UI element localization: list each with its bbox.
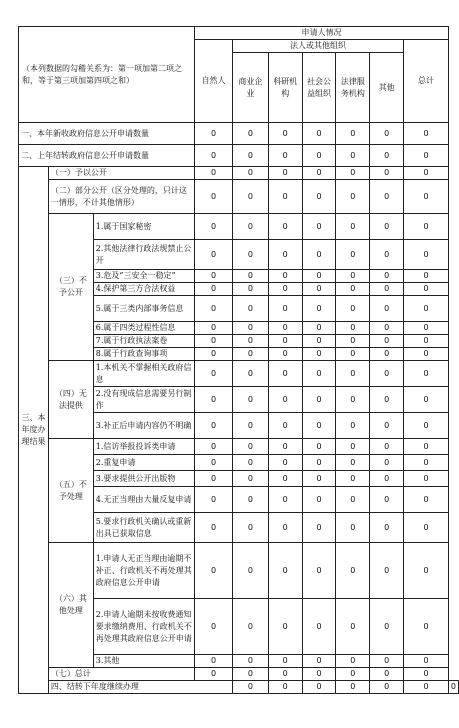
value-cell: 0 [268,322,302,335]
item-label: 7.属于行政执法案卷 [93,335,194,348]
item-label: 2.其他法律行政法规禁止公开 [93,240,194,270]
value-cell: 0 [404,487,449,513]
item-label: 3.危及“三安全一稳定” [93,270,194,283]
value-cell: 0 [336,599,370,655]
value-cell: 0 [370,361,404,387]
value-cell: 0 [268,599,302,655]
value-cell: 0 [448,681,458,694]
value-cell: 0 [232,487,268,513]
value-cell: 0 [404,413,449,439]
value-cell: 0 [302,335,336,348]
value-cell: 0 [336,322,370,335]
value-cell: 0 [232,167,268,180]
group-label-g1: （一）予以公开 [48,167,194,180]
value-cell: 0 [336,167,370,180]
item-label: 2.没有现成信息需要另行制作 [93,387,194,413]
value-cell: 0 [404,361,449,387]
value-cell: 0 [302,348,336,361]
header-natural: 自然人 [195,40,233,123]
value-cell: 0 [370,145,404,167]
value-cell: 0 [370,283,404,296]
row-label-new-apps: 一、本年新收政府信息公开申请数量 [19,123,195,145]
value-cell: 0 [302,123,336,145]
value-cell: 0 [404,455,449,471]
value-cell: 0 [370,123,404,145]
value-cell: 0 [195,214,233,240]
value-cell: 0 [404,296,449,322]
value-cell: 0 [302,322,336,335]
value-cell: 0 [370,387,404,413]
header-social: 社会公益组织 [302,53,336,123]
value-cell: 0 [195,487,233,513]
value-cell: 0 [302,296,336,322]
value-cell: 0 [370,439,404,455]
value-cell: 0 [370,167,404,180]
value-cell: 0 [404,543,449,599]
value-cell: 0 [336,439,370,455]
item-label: 5.属于三类内部事务信息 [93,296,194,322]
value-cell: 0 [232,668,268,681]
value-cell: 0 [336,387,370,413]
value-cell: 0 [302,439,336,455]
value-cell: 0 [195,335,233,348]
value-cell: 0 [370,270,404,283]
value-cell: 0 [336,361,370,387]
value-cell: 0 [404,348,449,361]
section-label-result: 三、本年度办理结果 [19,167,49,694]
value-cell: 0 [268,270,302,283]
value-cell: 0 [336,240,370,270]
value-cell: 0 [336,348,370,361]
header-research: 科研机构 [268,53,302,123]
value-cell: 0 [268,439,302,455]
value-cell: 0 [302,240,336,270]
item-label: 1.本机关不掌握相关政府信息 [93,361,194,387]
value-cell: 0 [195,455,233,471]
value-cell: 0 [232,335,268,348]
value-cell: 0 [370,413,404,439]
value-cell: 0 [336,455,370,471]
header-other: 其他 [370,53,404,123]
value-cell: 0 [232,655,268,668]
value-cell: 0 [302,668,336,681]
value-cell: 0 [302,413,336,439]
item-label: 4.无正当理由大量反复申请 [93,487,194,513]
value-cell: 0 [232,240,268,270]
value-cell: 0 [268,214,302,240]
header-applicant: 申请人情况 [195,27,449,40]
value-cell: 0 [232,214,268,240]
value-cell: 0 [302,283,336,296]
value-cell: 0 [302,487,336,513]
value-cell: 0 [404,214,449,240]
value-cell: 0 [232,543,268,599]
item-label: 1.信访举报投诉类申请 [93,439,194,455]
value-cell: 0 [232,145,268,167]
value-cell: 0 [232,471,268,487]
value-cell: 0 [302,543,336,599]
value-cell: 0 [336,471,370,487]
value-cell: 0 [195,413,233,439]
value-cell: 0 [268,543,302,599]
value-cell: 0 [268,180,302,214]
value-cell: 0 [370,335,404,348]
value-cell: 0 [370,180,404,214]
value-cell: 0 [404,599,449,655]
value-cell: 0 [268,283,302,296]
value-cell: 0 [336,123,370,145]
value-cell: 0 [370,214,404,240]
value-cell: 0 [232,513,268,543]
value-cell: 0 [302,655,336,668]
value-cell: 0 [370,471,404,487]
value-cell: 0 [232,413,268,439]
header-note: （本列数据的勾稽关系为：第一项加第二项之和，等于第三项加第四项之和） [19,27,195,123]
value-cell: 0 [232,270,268,283]
value-cell: 0 [404,655,449,668]
value-cell: 0 [268,123,302,145]
value-cell: 0 [302,599,336,655]
value-cell: 0 [370,655,404,668]
value-cell: 0 [404,668,449,681]
value-cell: 0 [268,145,302,167]
value-cell: 0 [232,681,268,694]
value-cell: 0 [404,180,449,214]
value-cell: 0 [195,513,233,543]
value-cell: 0 [302,167,336,180]
value-cell: 0 [404,335,449,348]
value-cell: 0 [232,348,268,361]
value-cell: 0 [336,655,370,668]
item-label: 3.补正后申请内容仍不明确 [93,413,194,439]
value-cell: 0 [404,240,449,270]
value-cell: 0 [302,513,336,543]
value-cell: 0 [302,361,336,387]
value-cell: 0 [370,513,404,543]
value-cell: 0 [404,270,449,283]
value-cell: 0 [404,681,449,694]
value-cell: 0 [195,439,233,455]
group-label-g5: （五）不予处理 [48,439,93,543]
value-cell: 0 [336,487,370,513]
value-cell: 0 [268,348,302,361]
value-cell: 0 [268,655,302,668]
value-cell: 0 [232,387,268,413]
value-cell: 0 [268,167,302,180]
value-cell: 0 [232,455,268,471]
value-cell: 0 [404,283,449,296]
value-cell: 0 [336,668,370,681]
value-cell: 0 [302,214,336,240]
group-label-g4: （四）无法提供 [48,361,93,439]
value-cell: 0 [232,180,268,214]
value-cell: 0 [336,296,370,322]
value-cell: 0 [370,681,404,694]
header-total: 总计 [404,40,449,123]
value-cell: 0 [195,283,233,296]
item-label: 1.属于国家秘密 [93,214,194,240]
item-label: 2.申请人逾期未按收费通知要求缴纳费用、行政机关不再处理其政府信息公开申请 [93,599,194,655]
value-cell: 0 [195,599,233,655]
row-label-carry-over: 二、上年结转政府信息公开申请数量 [19,145,195,167]
item-label: 3.要求提供公开出版物 [93,471,194,487]
value-cell: 0 [370,599,404,655]
header-commercial: 商业企业 [232,53,268,123]
value-cell: 0 [336,283,370,296]
value-cell: 0 [195,145,233,167]
group-label-g2: （二）部分公开（区分处理的，只计这一情形，不计其他情形） [48,180,194,214]
value-cell: 0 [195,180,233,214]
value-cell: 0 [336,145,370,167]
value-cell: 0 [195,348,233,361]
value-cell: 0 [268,413,302,439]
value-cell: 0 [302,270,336,283]
value-cell: 0 [268,361,302,387]
value-cell: 0 [268,668,302,681]
value-cell: 0 [195,322,233,335]
value-cell: 0 [195,543,233,599]
value-cell: 0 [195,167,233,180]
value-cell: 0 [336,335,370,348]
value-cell: 0 [302,681,336,694]
item-label: 8.属于行政查询事项 [93,348,194,361]
value-cell: 0 [404,322,449,335]
value-cell: 0 [195,240,233,270]
value-cell: 0 [232,439,268,455]
header-legal: 法人或其他组织 [232,40,403,53]
group-label-g7: （七）总计 [48,668,194,681]
value-cell: 0 [195,296,233,322]
value-cell: 0 [370,543,404,599]
value-cell: 0 [232,296,268,322]
value-cell: 0 [370,240,404,270]
value-cell: 0 [404,167,449,180]
value-cell: 0 [404,145,449,167]
item-label: 5.要求行政机关确认或重新出具已获取信息 [93,513,194,543]
value-cell: 0 [370,487,404,513]
value-cell: 0 [195,668,233,681]
value-cell: 0 [336,413,370,439]
value-cell: 0 [336,270,370,283]
value-cell: 0 [195,270,233,283]
value-cell: 0 [232,361,268,387]
value-cell: 0 [302,387,336,413]
row-label-next-year: 四、结转下年度继续办理 [48,681,232,694]
value-cell: 0 [336,214,370,240]
value-cell: 0 [232,599,268,655]
value-cell: 0 [268,335,302,348]
value-cell: 0 [268,455,302,471]
value-cell: 0 [404,387,449,413]
value-cell: 0 [268,513,302,543]
value-cell: 0 [404,471,449,487]
value-cell: 0 [336,513,370,543]
value-cell: 0 [404,123,449,145]
value-cell: 0 [336,543,370,599]
value-cell: 0 [302,455,336,471]
value-cell: 0 [302,180,336,214]
value-cell: 0 [370,455,404,471]
value-cell: 0 [232,283,268,296]
value-cell: 0 [370,348,404,361]
value-cell: 0 [195,655,233,668]
header-legal-service: 法律服务机构 [336,53,370,123]
item-label: 4.保护第三方合法权益 [93,283,194,296]
value-cell: 0 [232,123,268,145]
value-cell: 0 [370,296,404,322]
value-cell: 0 [268,240,302,270]
value-cell: 0 [404,439,449,455]
item-label: 3.其他 [93,655,194,668]
value-cell: 0 [302,145,336,167]
item-label: 2.重复申请 [93,455,194,471]
value-cell: 0 [268,471,302,487]
value-cell: 0 [195,387,233,413]
value-cell: 0 [268,681,302,694]
disclosure-stats-table [18,26,459,694]
value-cell: 0 [268,387,302,413]
value-cell: 0 [302,471,336,487]
value-cell: 0 [195,123,233,145]
item-label: 1.申请人无正当理由逾期不补正、行政机关不再处理其政府信息公开申请 [93,543,194,599]
value-cell: 0 [404,513,449,543]
value-cell: 0 [195,471,233,487]
value-cell: 0 [268,487,302,513]
value-cell: 0 [336,180,370,214]
group-label-g3: （三）不予公开 [48,214,93,361]
value-cell: 0 [370,668,404,681]
value-cell: 0 [232,322,268,335]
group-label-g6: （六）其他处理 [48,543,93,668]
item-label: 6.属于四类过程性信息 [93,322,194,335]
value-cell: 0 [370,322,404,335]
value-cell: 0 [195,361,233,387]
value-cell: 0 [268,296,302,322]
value-cell: 0 [336,681,370,694]
